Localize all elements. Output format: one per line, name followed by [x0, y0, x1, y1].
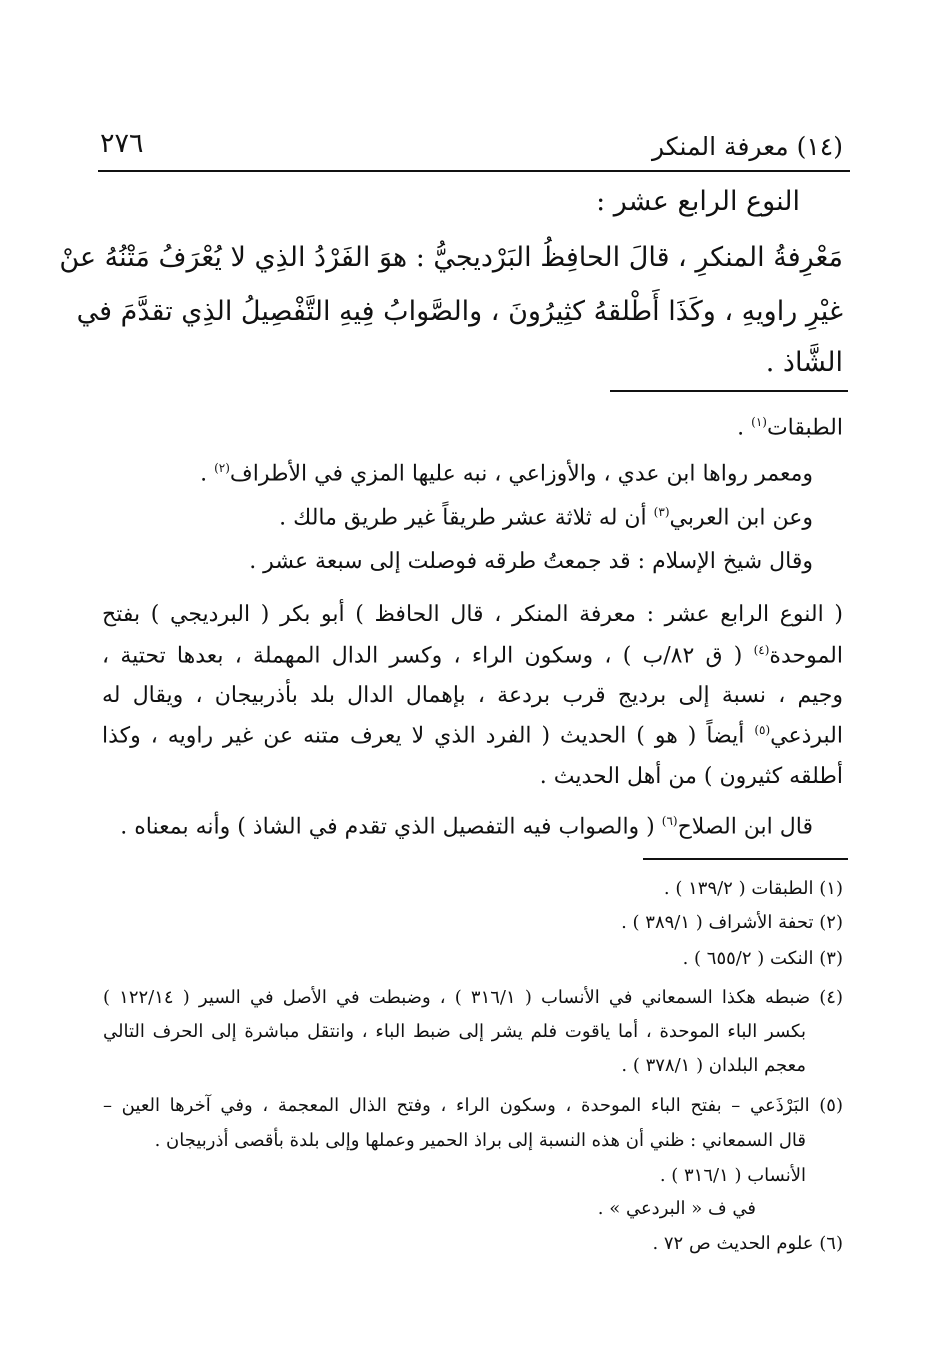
footnote: (٥) البَرْذَعي – بفتح الباء الموحدة ، وسكون الراء ، وفتح الذال المعجمة ، وفي آخرها العين – — [103, 1095, 843, 1116]
footnote: (٣) النكت ( ٦٥٥/٢ ) . — [682, 948, 843, 969]
header-divider — [98, 170, 850, 172]
footnote: (٤) ضبطه هكذا السمعاني في الأنساب ( ٣١٦/١ ) ، وضبطت في الأصل في السير ( ١٢٢/١٤ ) — [103, 987, 843, 1008]
footnote-continuation: الأنساب ( ٣١٦/١ ) . — [659, 1165, 806, 1186]
footnote: (٦) علوم الحديث ص ٧٢ . — [652, 1233, 843, 1254]
commentary-line: وعن ابن العربي$^{(٣)}$ أن له ثلاثة عشر طريقاً غير طريق مالك . — [279, 505, 813, 531]
footnote-note: في ف « البردعي » . — [597, 1198, 756, 1219]
footnote-ref: (٢) — [214, 461, 230, 475]
main-text-line: مَعْرِفةُ المنكرِ ، قالَ الحافِظُ البَرْديجيُّ : هوَ الفَرْدُ الذِي لا يُعْرَفُ مَتْنُهُ عنْ — [59, 242, 843, 273]
commentary-line: الموحدة$^{(٤)}$ ( ق ٨٢/ب ) ، وسكون الراء ، وكسر الدال المهملة ، بعدها تحتية ، — [102, 643, 843, 669]
commentary-line: وقال شيخ الإسلام : قد جمعتُ طرقه فوصلت إلى سبعة عشر . — [249, 549, 813, 574]
commentary-line: الطبقات$^{(١)}$ . — [737, 415, 843, 441]
section-heading: النوع الرابع عشر : — [596, 186, 800, 217]
page-number: ٢٧٦ — [100, 128, 144, 159]
footnote-ref: (١) — [751, 415, 767, 429]
commentary-line: وجيم ، نسبة إلى برديج قرب بردعة ، بإهمال الدال بلد بأذربيجان ، ويقال له — [102, 683, 843, 708]
footnote-ref: (٥) — [754, 723, 771, 737]
commentary-line: أطلقه كثيرون ) من أهل الحديث . — [539, 764, 843, 789]
footnote-continuation: معجم البلدان ( ٣٧٨/١ ) . — [621, 1055, 806, 1076]
commentary-line: البرذعي$^{(٥)}$ أيضاً ( هو ) الحديث ( الفرد الذي لا يعرف متنه عن غير راويه ، وكذا — [102, 723, 843, 749]
main-text-line: الشَّاذ . — [765, 347, 843, 378]
footnote: (٢) تحفة الأشراف ( ٣٨٩/١ ) . — [621, 912, 843, 933]
commentary-line: ( النوع الرابع عشر : معرفة المنكر ، قال الحافظ ) أبو بكر ( البرديجي ) بفتح — [102, 602, 843, 627]
chapter-title: (١٤) معرفة المنكر — [651, 132, 843, 161]
footnote-ref: (٣) — [653, 505, 670, 519]
footnote-continuation: قال السمعاني : ظني أن هذه النسبة إلى براذ الحمير وعملها وإلى بلدة بأقصى أذربيجان . — [154, 1130, 806, 1151]
footnote-divider — [643, 858, 848, 860]
main-text-divider — [610, 390, 848, 392]
footnote-ref: (٤) — [753, 643, 770, 657]
footnote: (١) الطبقات ( ١٣٩/٢ ) . — [663, 878, 843, 899]
commentary-line: قال ابن الصلاح$^{(٦)}$ ( والصواب فيه التفصيل الذي تقدم في الشاذ ) وأنه بمعناه . — [120, 814, 813, 840]
main-text-line: غيْرِ راويهِ ، وكَذَا أَطْلقهُ كثِيرُونَ ، والصَّوابُ فِيهِ التَّفْصِيلُ الذِي تقدَّمَ في — [76, 296, 843, 327]
commentary-line: ومعمر رواها ابن عدي ، والأوزاعي ، نبه عليها المزي في الأطراف$^{(٢)}$ . — [200, 461, 813, 487]
footnote-ref: (٦) — [661, 814, 678, 828]
footnote-continuation: بكسر الباء الموحدة ، أما ياقوت فلم يشر إلى ضبط الباء ، وانتقل مباشرة إلى الحرف التالي — [103, 1021, 806, 1042]
